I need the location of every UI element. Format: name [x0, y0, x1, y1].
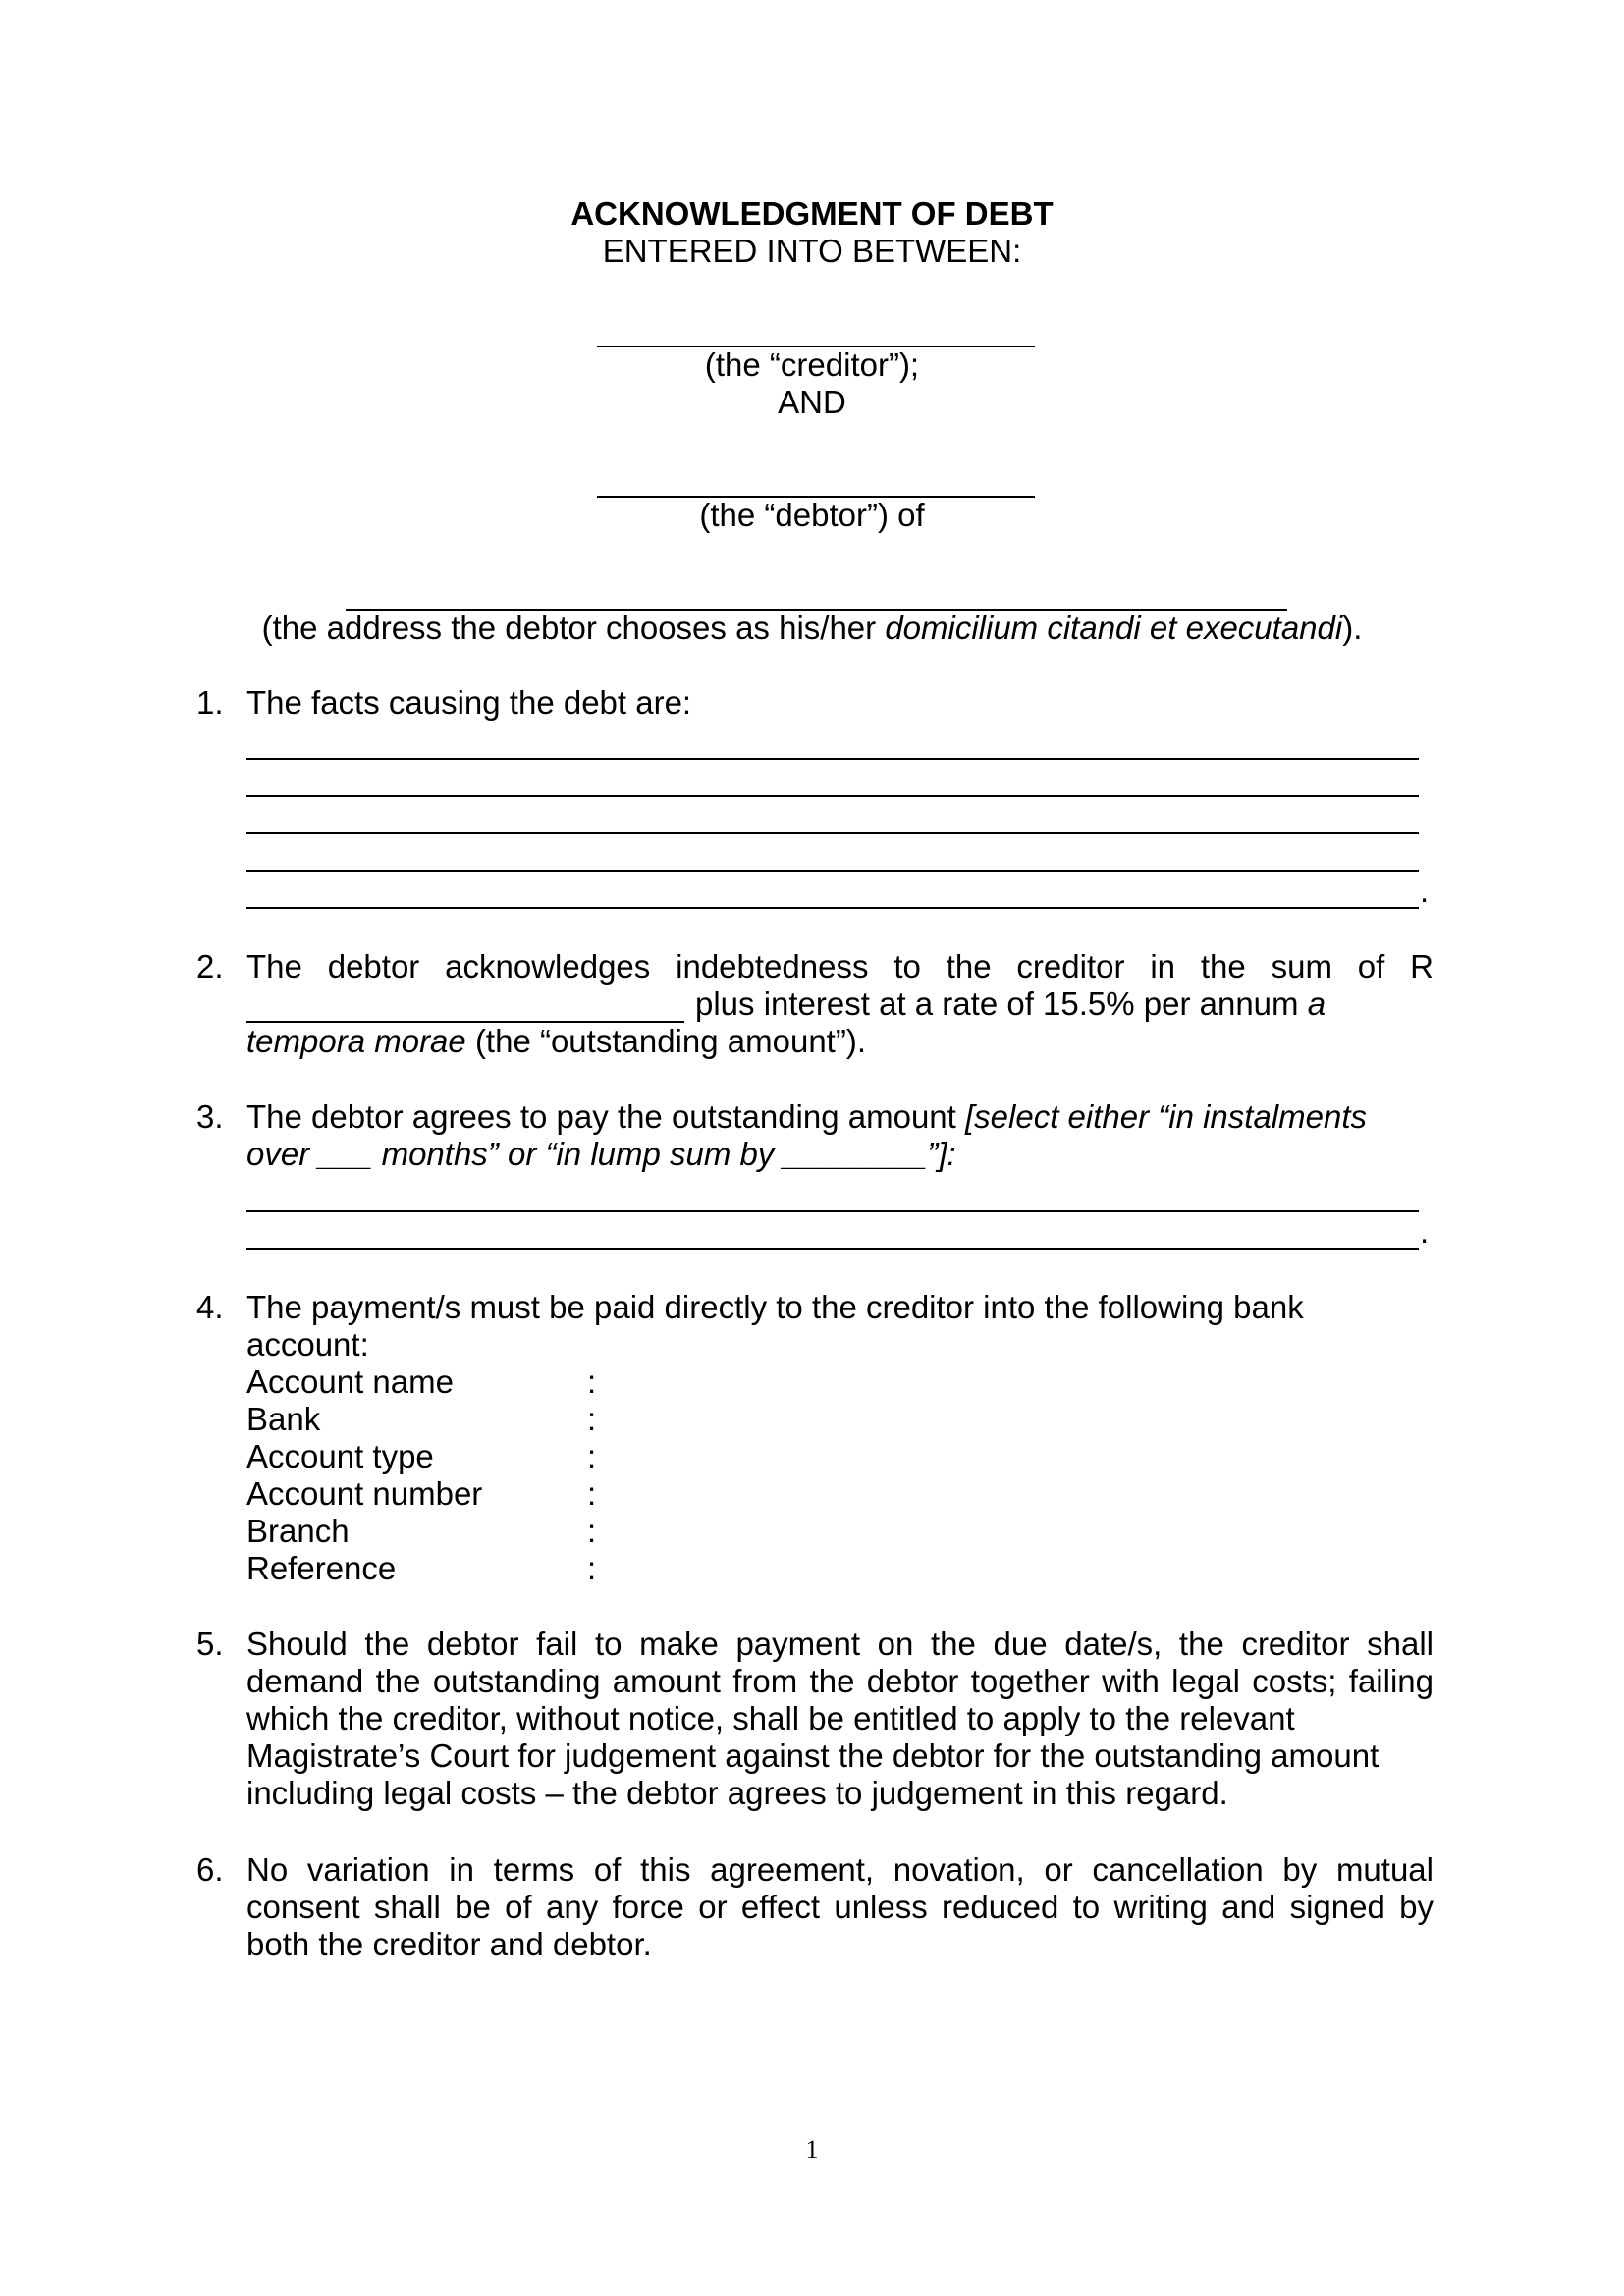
clause-6-line: No variation in terms of this agreement, novation, or cancellation by mutual [246, 1851, 1434, 1888]
field-reference-colon: : [587, 1550, 597, 1586]
clause-1-blank-line[interactable] [246, 758, 1419, 760]
field-bank-label: Bank [246, 1401, 321, 1437]
clause-6-text [246, 1851, 1434, 1963]
field-account-name-colon: : [587, 1363, 597, 1400]
clause-3-italic-2: over ___ months” or “in lump sum by ________”]: [246, 1136, 956, 1172]
clause-1-blank-line[interactable] [246, 870, 1419, 872]
page-number: 1 [805, 2135, 819, 2163]
clause-1-blank-line[interactable] [246, 832, 1419, 834]
clause-2-interest-italic: a [1307, 986, 1326, 1022]
clause-2-interest-text: plus interest at a rate of 15.5% per annum [695, 986, 1299, 1022]
clause-3-end-period: . [1420, 1213, 1430, 1250]
clause-3-blank-line[interactable] [246, 1210, 1419, 1212]
creditor-label: (the “creditor”); [704, 347, 920, 383]
clause-6-line: both the creditor and debtor. [246, 1926, 652, 1962]
clause-4-line1: The payment/s must be paid directly to the creditor into the following bank [246, 1289, 1304, 1325]
address-caption-prefix: (the address the debtor chooses as his/her [261, 610, 886, 646]
address-caption-suffix: ). [1342, 610, 1363, 646]
field-branch-label: Branch [246, 1513, 350, 1549]
document-title: ACKNOWLEDGMENT OF DEBT [570, 195, 1054, 232]
clause-5-line: Should the debtor fail to make payment on the due date/s, the creditor shall [246, 1626, 1434, 1662]
clause-3-blank-line[interactable] [246, 1248, 1419, 1250]
clause-2-outstanding-amount: (the “outstanding amount”). [474, 1023, 866, 1059]
clause-2-line3 [246, 1023, 866, 1060]
debtor-label: (the “debtor”) of [699, 497, 925, 533]
clause-1-text: The facts causing the debt are: [246, 684, 692, 721]
field-account-number-label: Account number [246, 1475, 483, 1512]
field-account-number-colon: : [587, 1475, 597, 1512]
clause-1-number: 1. [196, 684, 224, 721]
document-subtitle: ENTERED INTO BETWEEN: [602, 233, 1022, 269]
field-account-name-label: Account name [246, 1363, 454, 1400]
clause-2-line: The debtor acknowledges indebtedness to the creditor in the sum of R [246, 948, 1434, 985]
clause-2-interest [695, 986, 1326, 1023]
address-caption [0, 610, 1624, 647]
clause-5-line: which the creditor, without notice, shall be entitled to apply to the relevant [246, 1700, 1295, 1736]
address-caption-italic: domicilium citandi et executandi [885, 610, 1343, 646]
clause-5-line: including legal costs – the debtor agrees to judgement in this regard. [246, 1775, 1228, 1811]
clause-4-line2: account: [246, 1326, 369, 1362]
field-bank-colon: : [587, 1401, 597, 1437]
clause-1-blank-line[interactable] [246, 795, 1419, 797]
clause-2-number: 2. [196, 948, 224, 985]
field-reference-label: Reference [246, 1550, 397, 1586]
clause-6-line: consent shall be of any force or effect unless reduced to writing and signed by [246, 1889, 1434, 1925]
field-account-type-colon: : [587, 1438, 597, 1474]
clause-6-number: 6. [196, 1851, 224, 1888]
clause-1-blank-line[interactable] [246, 907, 1419, 909]
clause-5-text [246, 1626, 1434, 1812]
clause-1-end-period: . [1420, 873, 1430, 909]
field-branch-colon: : [587, 1513, 597, 1549]
field-account-type-label: Account type [246, 1438, 434, 1474]
clause-5-number: 5. [196, 1626, 224, 1662]
clause-4-number: 4. [196, 1289, 224, 1325]
clause-3-line1 [246, 1098, 1367, 1136]
clause-5-line: demand the outstanding amount from the debtor together with legal costs; failing [246, 1663, 1434, 1699]
clause-3-number: 3. [196, 1098, 224, 1135]
and-label: AND [778, 384, 846, 420]
clause-2-text [246, 948, 1434, 986]
clause-3-text: The debtor agrees to pay the outstanding amount [246, 1098, 956, 1135]
clause-2-tempora-morae: tempora morae [246, 1023, 466, 1059]
clause-3-italic-1: [select either “in instalments [965, 1098, 1368, 1135]
clause-5-line: Magistrate’s Court for judgement against the debtor for the outstanding amount [246, 1737, 1380, 1774]
